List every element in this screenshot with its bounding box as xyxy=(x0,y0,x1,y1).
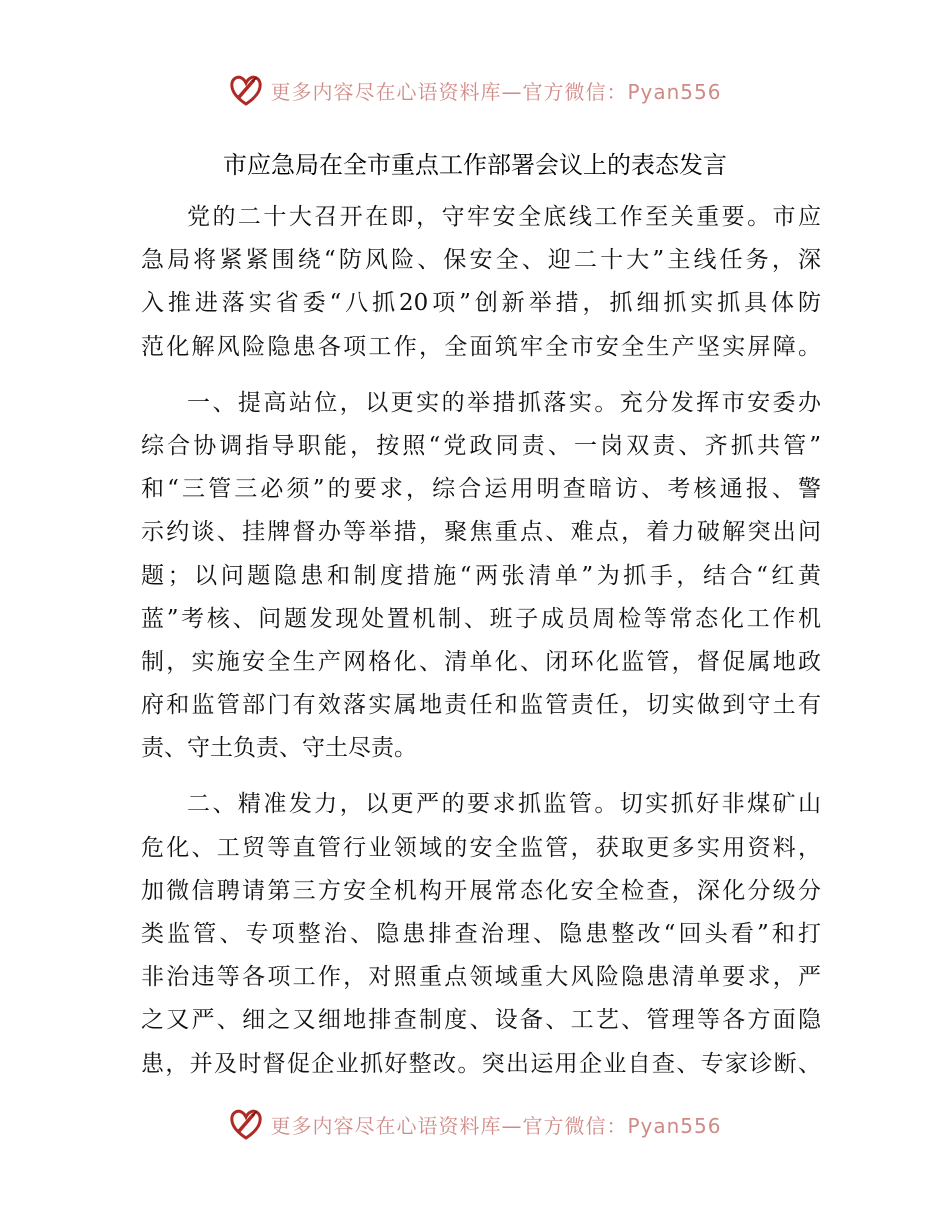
text-line: 类监管、专项整治、隐患排查治理、隐患整改“回头看”和打 xyxy=(141,921,821,947)
text-line: 示约谈、挂牌督办等举措，聚焦重点、难点，着力破解突出问 xyxy=(141,519,821,546)
text-line: 加微信聘请第三方安全机构开展常态化安全检查，深化分级分 xyxy=(141,877,821,904)
text-line: 范化解风险隐患各项工作，全面筑牢全市安全生产坚实屏障。 xyxy=(141,333,821,360)
header-banner xyxy=(0,70,950,110)
text-line: 之又严、细之又细地排查制度、设备、工艺、管理等各方面隐 xyxy=(141,1007,821,1034)
text-line: 危化、工贸等直管行业领域的安全监管，获取更多实用资料， xyxy=(141,834,821,861)
paragraph-section-two xyxy=(141,783,821,1085)
text-line: 急局将紧紧围绕“防风险、保安全、迎二十大”主线任务，深 xyxy=(141,247,821,274)
text-line: 和“三管三必须”的要求，综合运用明查暗访、考核通报、警 xyxy=(141,476,821,503)
heart-pen-logo-icon xyxy=(228,1106,264,1142)
text-line: 非治违等各项工作，对照重点领域重大风险隐患清单要求，严 xyxy=(141,964,821,991)
document-body xyxy=(141,170,821,1086)
banner-text: 更多内容尽在心语资料库—官方微信：Pyan556 xyxy=(270,1113,722,1138)
text-line: 蓝”考核、问题发现处置机制、班子成员周检等常态化工作机 xyxy=(141,605,821,632)
heart-pen-logo-icon xyxy=(228,72,264,108)
paragraph-section-one xyxy=(141,382,821,771)
text-line: 制，实施安全生产网格化、清单化、闭环化监管，督促属地政 xyxy=(141,648,821,675)
text-line: 府和监管部门有效落实属地责任和监管责任，切实做到守土有 xyxy=(141,692,821,719)
text-line: 一、提高站位，以更实的举措抓落实。充分发挥市安委办 xyxy=(187,389,821,416)
footer-banner xyxy=(0,1104,950,1144)
text-line: 题；以问题隐患和制度措施“两张清单”为抓手，结合“红黄 xyxy=(141,562,821,589)
text-line: 入推进落实省委“八抓20项”创新举措，抓细抓实抓具体防 xyxy=(141,290,821,317)
text-line: 二、精准发力，以更严的要求抓监管。切实抓好非煤矿山 xyxy=(187,791,821,818)
banner-text: 更多内容尽在心语资料库—官方微信：Pyan556 xyxy=(270,79,722,104)
text-line: 党的二十大召开在即，守牢安全底线工作至关重要。市应 xyxy=(187,204,821,230)
paragraph-intro xyxy=(141,196,821,369)
text-line: 患，并及时督促企业抓好整改。突出运用企业自查、专家诊断、 xyxy=(141,1050,821,1077)
text-line: 责、守土负责、守土尽责。 xyxy=(141,735,417,762)
document-title: 市应急局在全市重点工作部署会议上的表态发言 xyxy=(223,151,727,179)
text-line: 综合协调指导职能，按照“党政同责、一岗双责、齐抓共管” xyxy=(141,432,821,459)
